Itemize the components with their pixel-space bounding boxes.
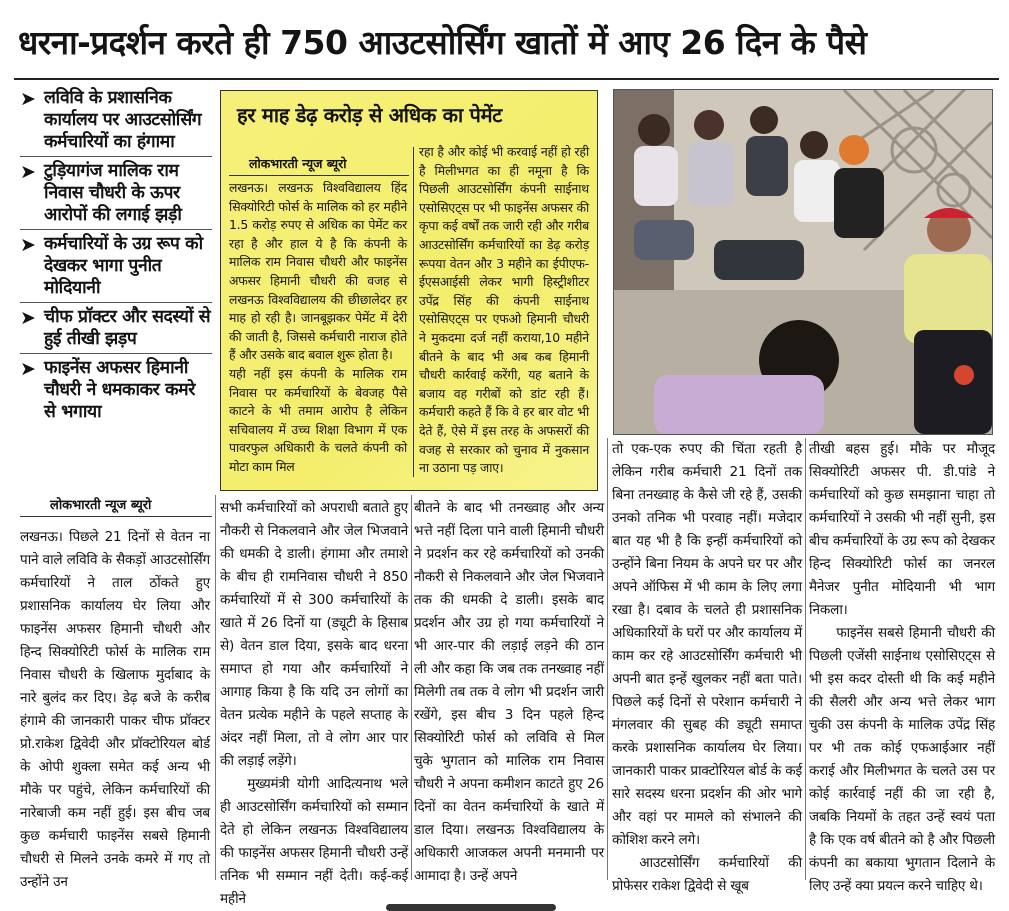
- arrow-icon: ➤: [20, 88, 36, 110]
- arrow-icon: ➤: [20, 234, 36, 256]
- key-point: ➤ टुड़ियागंज मालिक राम निवास चौधरी के ऊपर आरोपों की लगाई झड़ी: [20, 157, 212, 230]
- headline: धरना-प्रदर्शन करते ही 750 आउटसोर्सिंग खातों में आए 26 दिन के पैसे: [18, 23, 867, 62]
- article-column-3: बीतने के बाद भी तनख्वाह और अन्य भत्ते नहीं दिला पाने वाली हिमानी चौधरी ने प्रदर्शन कर रहे कर्मचारियों को उनकी नौकरी से निकलवाने और जेल भिजवाने तक की धमकी दे डाली। इसके बाद प्रदर्शन और उग्र हो गया कर्मचारियों ने भी आर-पार की लड़ाई लड़ने की ठान ली और कहा कि जब तक तनख्वाह नहीं मिलेगी तब तक वे लोग भी प्रदर्शन जारी रखेंगे, इस बीच 3 दिन पहले हिन्द सिक्योरिटी फोर्स को लविवि से मिल चुके भुगतान को मालिक राम निवास चौधरी ने अपना कमीशन काटते हुए 26 दिनों का वेतन कर्मचारियों के खाते में डाल दिया। लखनऊ विश्वविद्यालय के अधिकारी आजकल अपनी मनमानी पर आमादा है। उन्हें अपने: [414, 500, 604, 884]
- box-byline-rule: [229, 175, 409, 176]
- article-column-5: तीखी बहस हुई। मौके पर मौजूद सिक्योरिटी अफसर पी. डी.पांडे ने कर्मचारियों को कुछ समझाना चाहा तो कर्मचारियों ने उसकी भी नहीं सुनी, इस बीच कर्मचारियों के उग्र रूप को देखकर हिन्द सिक्योरिटी फोर्स का जनरल मैनेजर पुनीत मोदियानी भी भाग निकला। फाइनेंस सबसे हिमानी चौधरी की पिछली एजेंसी साईनाथ एसोसिएट्स से भी इस कदर दोस्ती थी कि कई महीने की सैलरी और अन्य भत्ते लेकर भाग चुकी उस कंपनी के मालिक उपेंद्र सिंह पर भी तक कोई एफआईआर नहीं कराई और मिलीभगत के चलते उस पर कोई कार्रवाई नहीं की जा रही है, जबकि नियमों के तहत उन्हें स्वयं पता है कि एक वर्ष बीतने को है और पिछली कंपनी का बकाया भुगतान दिलाने के लिए उन्हें क्या प्रयत्न करने चाहिए थे।: [809, 441, 995, 894]
- column-divider: [805, 438, 806, 880]
- key-point: ➤ चीफ प्रॉक्टर और सदस्यों से हुई तीखी झड़प: [20, 303, 212, 354]
- byline: लोकभारती न्यूज ब्यूरो: [50, 498, 152, 513]
- scroll-handle[interactable]: [386, 904, 556, 911]
- column-divider: [411, 495, 412, 880]
- box-column-divider: [413, 147, 414, 477]
- key-point: ➤ लविवि के प्रशासनिक कार्यालय पर आउटसोर्सिंग कर्मचारियों का हंगामा: [20, 84, 212, 157]
- protest-photo-illustration: [614, 90, 992, 434]
- article-column-4: तो एक-एक रुपए की चिंता रहती है लेकिन गरीब कर्मचारी 21 दिनों तक बिना तनख्वाह के कैसे जी रहे हैं, उसकी उनको तनिक भी परवाह नहीं। मजेदार बात यह भी है कि इन्हीं कर्मचारियों को उन्होंने बिना नियम के अपने घर पर और अपने ऑफिस में भी काम के लिए लगा रखा है। दबाव के चलते ही प्रशासनिक अधिकारियों के घरों पर और कार्यालय में काम कर रहे आउटसोर्सिंग कर्मचारी भी अपनी बात इन्हें खुलकर नहीं बता पाते। पिछले कई दिनों से परेशान कर्मचारी ने मंगलवार की सुबह की ड्यूटी समाप्त करके प्रशासनिक कार्यालय घेर लिया। जानकारी पाकर प्राक्टोरियल बोर्ड के कई सारे सदस्य धरना प्रदर्शन की ओर भागे और वहां पर मामले को संभालने की कोशिश करने लगे। आउटसोर्सिंग कर्मचारियों की प्रोफेसर राकेश द्विवेदी से खूब: [612, 441, 802, 894]
- key-point: ➤ फाइनेंस अफसर हिमानी चौधरी ने धमकाकर कमरे से भगाया: [20, 358, 195, 422]
- arrow-icon: ➤: [20, 161, 36, 183]
- column-divider: [215, 495, 216, 880]
- protest-photo: [613, 89, 993, 435]
- article-column-2: सभी कर्मचारियों को अपराधी बताते हुए नौकरी से निकलवाने और जेल भिजवाने की धमकी दे डाली। हंगामा और तमाशे के बीच ही रामनिवास चौधरी ने 850 कर्मचारियों में से 300 कर्मचारियों के खाते में 26 दिनों या (ड्यूटी के हिसाब से) वेतन डाल दिया, इसके बाद धरना समाप्त हो गया और कर्मचारियों ने आगाह किया है कि यदि उन लोगों का वेतन प्रत्येक महीने के पहले सप्ताह के अंदर नहीं मिला, तो वे लोग आर पार की लड़ाई लड़ेंगे। मुख्यमंत्री योगी आदित्यनाथ भले ही आउटसोर्सिंग कर्मचारियों को सम्मान देते हो लेकिन लखनऊ विश्वविद्यालय की फाइनेंस अफसर हिमानी चौधरी उन्हें तनिक भी सम्मान नहीं देती। कई-कई महीने: [220, 500, 408, 907]
- headline-rule: [14, 78, 999, 80]
- arrow-icon: ➤: [20, 358, 36, 380]
- box-column-1: लखनऊ। लखनऊ विश्वविद्यालय हिंद सिक्योरिटी फोर्स के मालिक को हर महीने 1.5 करोड़ रुपए से अधिक का पेमेंट कर रहा है और हाल ये है कि कंपनी के मालिक राम निवास चौधरी और फाइनेंस अफसर हिमानी चौधरी की वजह से लखनऊ विश्वविद्यालय की छीछालेदर हर माह हो रही है। जानबूझकर पेमेंट में देरी की जाती है, जिससे कर्मचारी नाराज होते हैं और उसके बाद बवाल शुरू होता है। यही नहीं इस कंपनी के मालिक राम निवास पर कर्मचारियों के बेवजह पैसे काटने के भी तमाम आरोप है लेकिन सचिवालय में उच्च शिक्षा विभाग में एक पावरफुल अधिकारी के चलते कंपनी को मोटा काम मिल: [229, 180, 407, 474]
- article-column-1: लखनऊ। पिछले 21 दिनों से वेतन ना पाने वाले लविवि के सैकड़ों आउटसोर्सिंग कर्मचारियों ने ताल ठोंकते हुए प्रशासनिक कार्यालय घेर लिया और फाइनेंस अफसर हिमानी चौधरी और हिन्द सिक्योरिटी फोर्स के मालिक राम निवास चौधरी के खिलाफ मुर्दाबाद के नारे बुलंद कर दिए। डेढ़ बजे के करीब हंगामे की जानकारी पाकर चीफ प्रॉक्टर प्रो.राकेश द्विवेदी और प्रॉक्टोरियल बोर्ड के ओपी शुक्ला समेत कई अन्य भी मौके पर पहुंचे, लेकिन कर्मचारियों की नारेबाजी कम नहीं हुई। इस बीच जब कुछ कर्मचारी फाइनेंस सबसे हिमानी चौधरी से मिलने उनके कमरे में गए तो उन्होंने उन: [20, 529, 210, 890]
- key-point: ➤ कर्मचारियों के उग्र रूप को देखकर भागा पुनीत मोदियानी: [20, 230, 212, 303]
- highlight-box: [220, 90, 598, 491]
- arrow-icon: ➤: [20, 307, 36, 329]
- box-byline: लोकभारती न्यूज ब्यूरो: [249, 156, 347, 171]
- byline-rule: [20, 516, 212, 517]
- box-title: हर माह डेढ़ करोड़ से अधिक का पेमेंट: [237, 103, 503, 127]
- key-points: [20, 84, 212, 426]
- box-column-2: रहा है और कोई भी करवाई नहीं हो रही है मिलीभगत का ही नमूना है कि पिछली आउटसोर्सिंग कंपनी साईनाथ एसोसिएट्स पर भी फाइनेंस अफसर की कृपा कई वर्षों तक जारी रही और गरीब आउटसोर्सिंग कर्मचारियों का डेढ़ करोड़ रूपया वेतन और 3 महीने का ईपीएफ-ईएसआईसी लेकर भागी हिस्ट्रीशीटर उपेंद्र सिंह की कंपनी साईनाथ एसोसिएट्स पर एफओ हिमानी चौधरी ने मुकदमा दर्ज नहीं कराया,10 महीने बीतने के बाद भी अब कब हिमानी चौधरी कार्रवाई करेंगी, यह बताने के बजाय वह गरीबों को डांट रही हैं। कर्मचारी कहते हैं कि वे हर बार वोट भी देते हैं, ऐसे में इस तरह के अफसरों की वजह से सरकार को चुनाव में नुकसान ना उठाना पड़ जाए।: [419, 144, 589, 476]
- column-divider: [607, 438, 608, 880]
